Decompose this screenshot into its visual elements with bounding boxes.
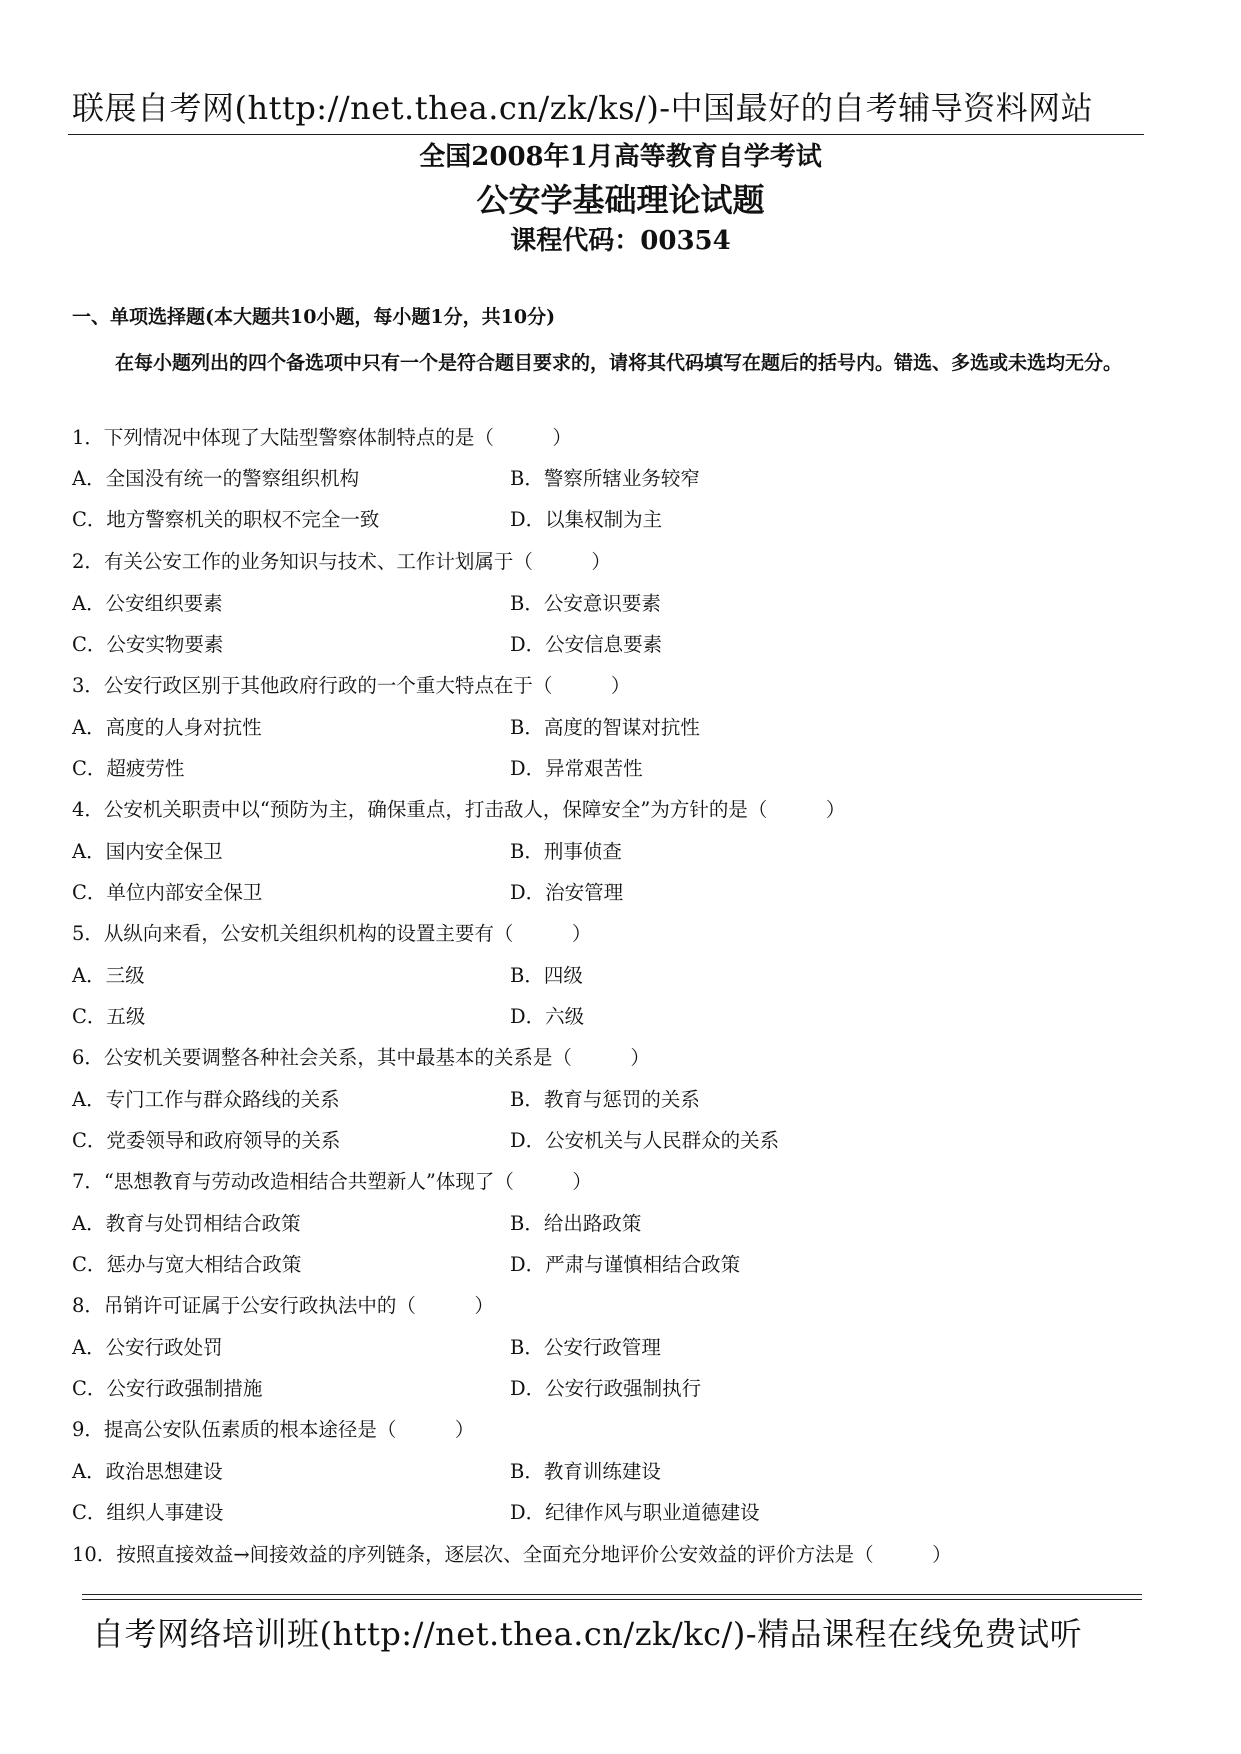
option-8c: C．公安行政强制措施 (72, 1377, 263, 1400)
option-7b: B．给出路政策 (510, 1212, 642, 1235)
question-stem-2: 2．有关公安工作的业务知识与技术、工作计划属于（ ） (72, 550, 611, 573)
option-6c: C．党委领导和政府领导的关系 (72, 1129, 341, 1152)
option-4a: A．国内安全保卫 (72, 840, 223, 863)
option-5a: A．三级 (72, 964, 145, 987)
option-3b: B．高度的智谋对抗性 (510, 716, 700, 739)
option-8b: B．公安行政管理 (510, 1336, 661, 1359)
option-2a: A．公安组织要素 (72, 592, 223, 615)
site-banner-link[interactable]: 联展自考网(http://net.thea.cn/zk/ks/)-中国最好的自考辅导资料网站 (72, 89, 1094, 127)
option-9b: B．教育训练建设 (510, 1460, 661, 1483)
question-stem-7: 7．“思想教育与劳动改造相结合共塑新人”体现了（ ） (72, 1170, 592, 1193)
footer-banner-link[interactable]: 自考网络培训班(http://net.thea.cn/zk/kc/)-精品课程在线免费试听 (92, 1615, 1083, 1653)
option-3a: A．高度的人身对抗性 (72, 716, 262, 739)
question-stem-3: 3．公安行政区别于其他政府行政的一个重大特点在于（ ） (72, 674, 631, 697)
exam-subject-title: 公安学基础理论试题 (476, 181, 765, 219)
option-3c: C．超疲劳性 (72, 757, 185, 780)
question-stem-10: 10．按照直接效益→间接效益的序列链条，逐层次、全面充分地评价公安效益的评价方法是（ ） (72, 1543, 952, 1566)
option-9c: C．组织人事建设 (72, 1501, 224, 1524)
option-6b: B．教育与惩罚的关系 (510, 1088, 700, 1111)
option-4d: D．治安管理 (510, 881, 624, 904)
option-2b: B．公安意识要素 (510, 592, 661, 615)
option-6a: A．专门工作与群众路线的关系 (72, 1088, 340, 1111)
option-7a: A．教育与处罚相结合政策 (72, 1212, 301, 1235)
question-stem-4: 4．公安机关职责中以“预防为主，确保重点，打击敌人，保障安全”为方针的是（ ） (72, 798, 846, 821)
course-code: 课程代码：00354 (510, 226, 731, 256)
option-4b: B．刑事侦查 (510, 840, 622, 863)
question-stem-6: 6．公安机关要调整各种社会关系，其中最基本的关系是（ ） (72, 1046, 650, 1069)
question-stem-1: 1．下列情况中体现了大陆型警察体制特点的是（ ） (72, 426, 572, 449)
option-9d: D．纪律作风与职业道德建设 (510, 1501, 760, 1524)
section-instruction: 在每小题列出的四个备选项中只有一个是符合题目要求的，请将其代码填写在题后的括号内。错选、多选或未选均无分。 (115, 352, 1123, 374)
option-8a: A．公安行政处罚 (72, 1336, 223, 1359)
option-2c: C．公安实物要素 (72, 633, 224, 656)
option-6d: D．公安机关与人民群众的关系 (510, 1129, 780, 1152)
section-heading: 一、单项选择题(本大题共10小题，每小题1分，共10分) (72, 306, 556, 328)
footer-divider-second (82, 1599, 1142, 1600)
option-7c: C．惩办与宽大相结合政策 (72, 1253, 302, 1276)
footer-divider (82, 1594, 1142, 1595)
option-2d: D．公安信息要素 (510, 633, 663, 656)
option-1a: A．全国没有统一的警察组织机构 (72, 467, 360, 490)
question-stem-5: 5．从纵向来看，公安机关组织机构的设置主要有（ ） (72, 922, 592, 945)
exam-session-title: 全国2008年1月高等教育自学考试 (419, 142, 822, 172)
header-divider (68, 134, 1144, 135)
option-1c: C．地方警察机关的职权不完全一致 (72, 508, 380, 531)
option-8d: D．公安行政强制执行 (510, 1377, 702, 1400)
question-stem-8: 8．吊销许可证属于公安行政执法中的（ ） (72, 1294, 494, 1317)
option-5c: C．五级 (72, 1005, 146, 1028)
option-1b: B．警察所辖业务较窄 (510, 467, 700, 490)
option-3d: D．异常艰苦性 (510, 757, 643, 780)
option-9a: A．政治思想建设 (72, 1460, 223, 1483)
option-5d: D．六级 (510, 1005, 585, 1028)
option-4c: C．单位内部安全保卫 (72, 881, 263, 904)
option-5b: B．四级 (510, 964, 583, 987)
option-7d: D．严肃与谨慎相结合政策 (510, 1253, 741, 1276)
option-1d: D．以集权制为主 (510, 508, 663, 531)
question-stem-9: 9．提高公安队伍素质的根本途径是（ ） (72, 1418, 475, 1441)
